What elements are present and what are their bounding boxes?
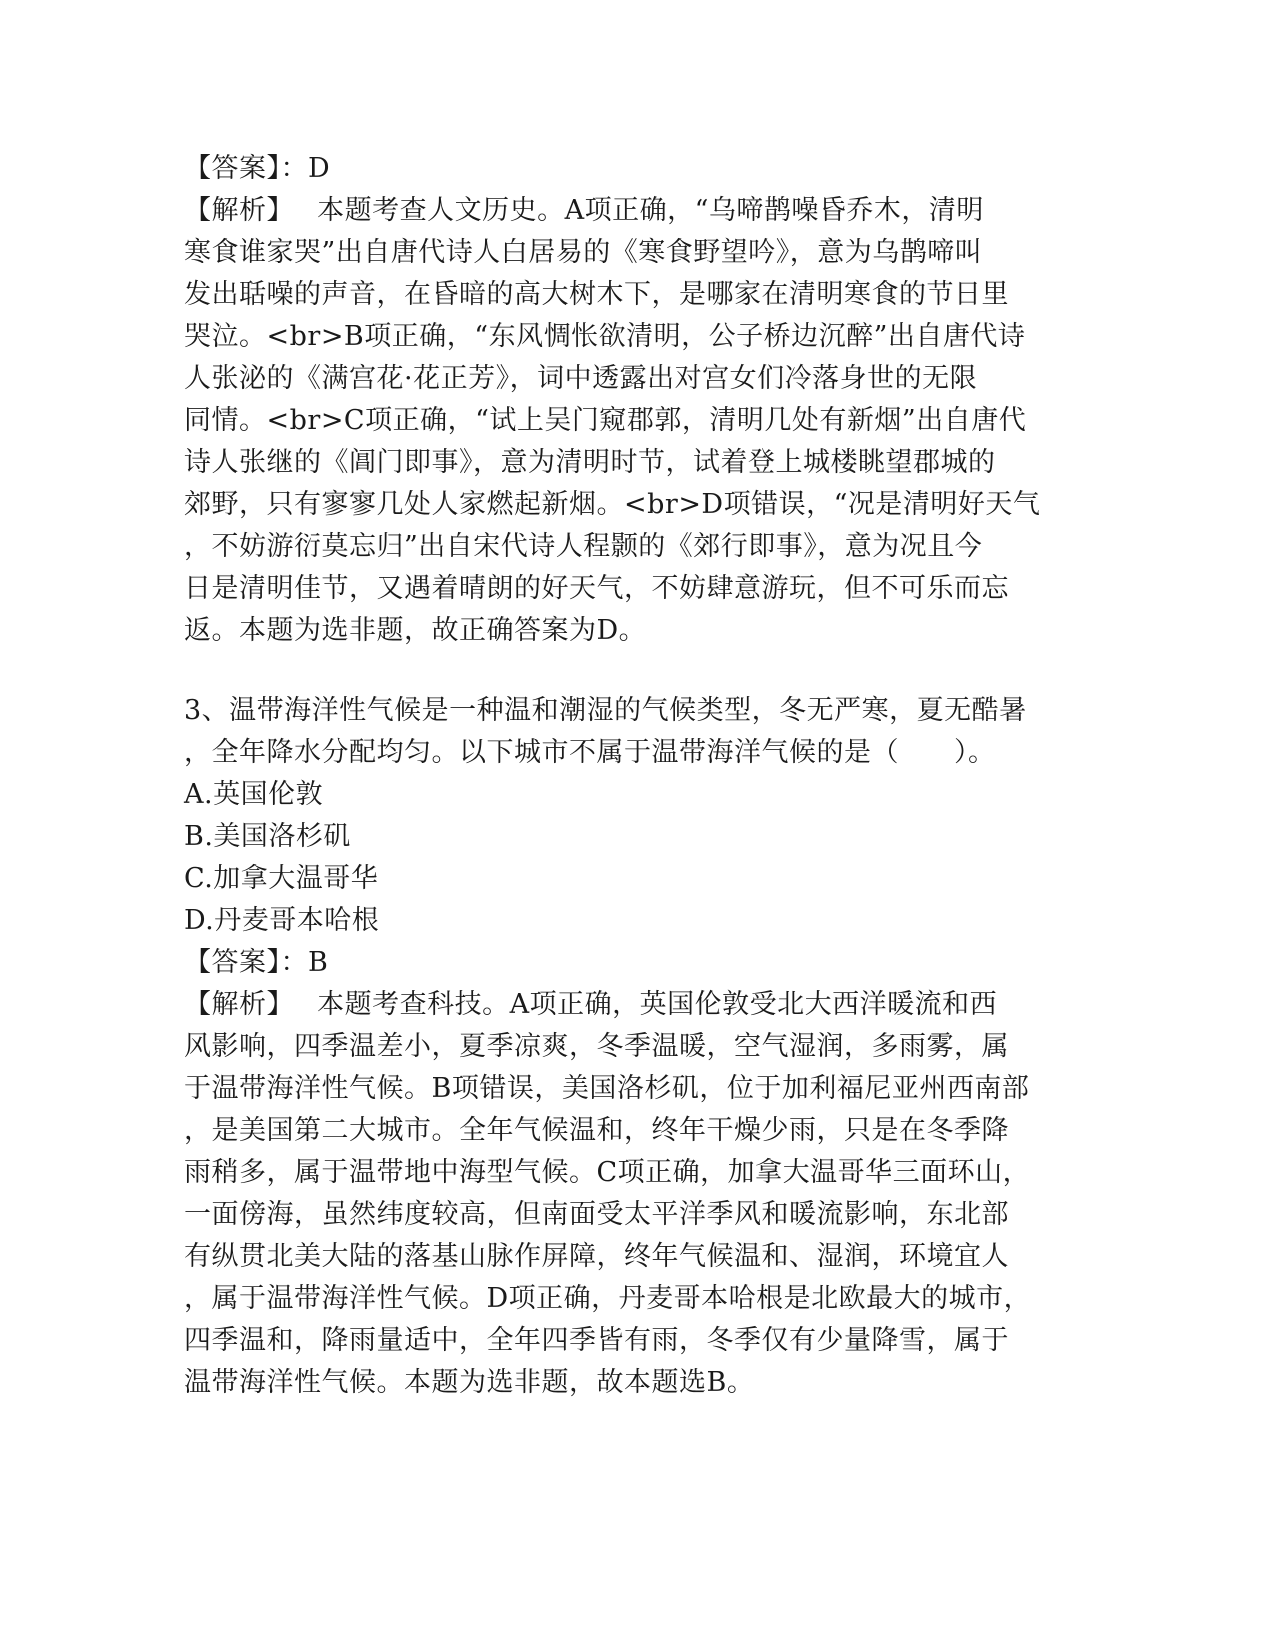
question-stem-line: 3、温带海洋性气候是一种温和潮湿的气候类型，冬无严寒，夏无酷暑 <box>184 695 1027 726</box>
analysis-line: 人张泌的《满宫花·花正芳》，词中透露出对宫女们冷落身世的无限 <box>184 363 978 394</box>
analysis-line: 诗人张继的《阊门即事》，意为清明时节，试着登上城楼眺望郡城的 <box>184 447 996 478</box>
question-3-section <box>184 690 1076 1404</box>
analysis-line: 同情。<br>C项正确，“试上吴门窥郡郭，清明几处有新烟”出自唐代 <box>184 405 1027 436</box>
analysis-line: 有纵贯北美大陆的落基山脉作屏障，终年气候温和、湿润，环境宜人 <box>184 1241 1009 1272</box>
answer-line: 【答案】：D <box>184 153 331 184</box>
option-d: D.丹麦哥本哈根 <box>184 905 380 936</box>
analysis-line: ，是美国第二大城市。全年气候温和，终年干燥少雨，只是在冬季降 <box>184 1115 1009 1146</box>
analysis-line: 哭泣。<br>B项正确，“东风惆怅欲清明，公子桥边沉醉”出自唐代诗 <box>184 321 1026 352</box>
answer-line: 【答案】：B <box>184 947 329 978</box>
option-a: A.英国伦敦 <box>184 779 324 810</box>
analysis-line: 雨稍多，属于温带地中海型气候。C项正确，加拿大温哥华三面环山， <box>184 1157 1031 1188</box>
analysis-line: 郊野，只有寥寥几处人家燃起新烟。<br>D项错误，“况是清明好天气 <box>184 489 1041 520</box>
option-b: B.美国洛杉矶 <box>184 821 351 852</box>
analysis-line: ，属于温带海洋性气候。D项正确，丹麦哥本哈根是北欧最大的城市， <box>184 1283 1032 1314</box>
analysis-line: 【解析】 本题考查科技。A项正确，英国伦敦受北大西洋暖流和西 <box>184 989 998 1020</box>
analysis-line: 发出聒噪的声音，在昏暗的高大树木下，是哪家在清明寒食的节日里 <box>184 279 1009 310</box>
analysis-line: ，不妨游衍莫忘归”出自宋代诗人程颢的《郊行即事》，意为况且今 <box>184 531 983 562</box>
option-c: C.加拿大温哥华 <box>184 863 379 894</box>
question-2-answer-section <box>184 148 1076 652</box>
analysis-line: 【解析】 本题考查人文历史。A项正确，“乌啼鹊噪昏乔木，清明 <box>184 195 984 226</box>
analysis-line: 温带海洋性气候。本题为选非题，故本题选B。 <box>184 1367 755 1398</box>
analysis-line: 风影响，四季温差小，夏季凉爽，冬季温暖，空气湿润，多雨雾，属 <box>184 1031 1009 1062</box>
analysis-line: 一面傍海，虽然纬度较高，但南面受太平洋季风和暖流影响，东北部 <box>184 1199 1009 1230</box>
analysis-line: 于温带海洋性气候。B项错误，美国洛杉矶，位于加利福尼亚州西南部 <box>184 1073 1030 1104</box>
analysis-line: 四季温和，降雨量适中，全年四季皆有雨，冬季仅有少量降雪，属于 <box>184 1325 1009 1356</box>
question-stem-line: ，全年降水分配均匀。以下城市不属于温带海洋气候的是（ ）。 <box>184 737 996 768</box>
analysis-line: 日是清明佳节，又遇着晴朗的好天气，不妨肆意游玩，但不可乐而忘 <box>184 573 1009 604</box>
analysis-line: 返。本题为选非题，故正确答案为D。 <box>184 615 647 646</box>
analysis-line: 寒食谁家哭”出自唐代诗人白居易的《寒食野望吟》，意为乌鹊啼叫 <box>184 237 983 268</box>
